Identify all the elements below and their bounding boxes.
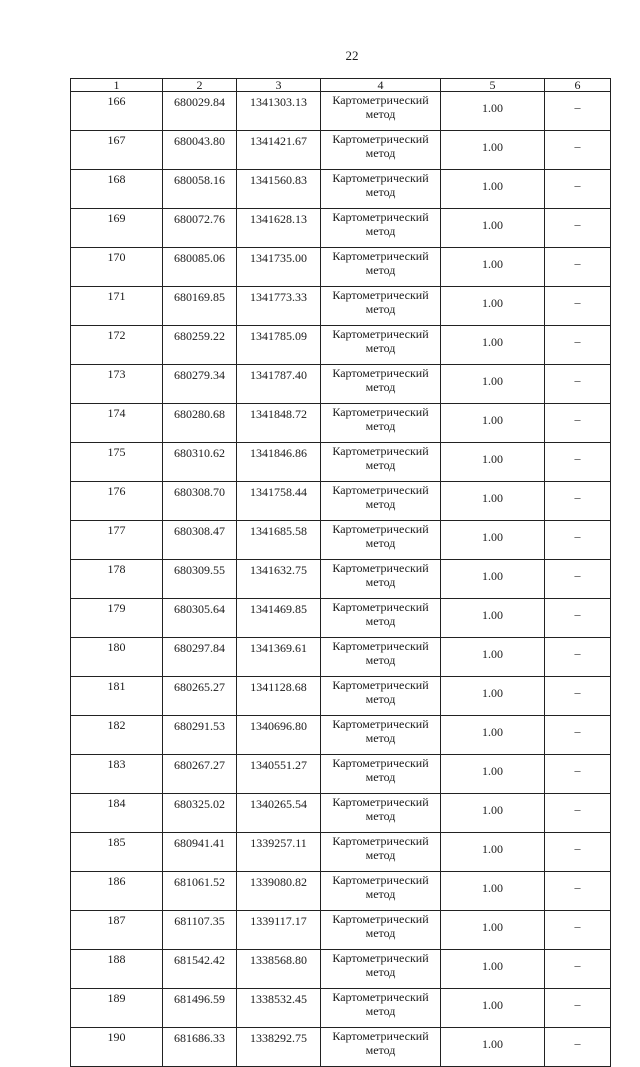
accuracy-cell: 1.00 bbox=[441, 638, 545, 677]
method-cell bbox=[321, 950, 441, 989]
x-coordinate-cell: 680941.41 bbox=[163, 833, 237, 872]
col6-cell: – bbox=[545, 131, 611, 170]
y-coordinate-cell: 1341685.58 bbox=[237, 521, 321, 560]
method-cell bbox=[321, 131, 441, 170]
x-coordinate-cell: 681061.52 bbox=[163, 872, 237, 911]
point-number-cell: 169 bbox=[71, 209, 163, 248]
x-coordinate-cell: 681542.42 bbox=[163, 950, 237, 989]
point-number-cell: 166 bbox=[71, 92, 163, 131]
accuracy-cell: 1.00 bbox=[441, 209, 545, 248]
y-coordinate-cell: 1341787.40 bbox=[237, 365, 321, 404]
method-line-1: Картометрический bbox=[332, 171, 429, 185]
method-line-1: Картометрический bbox=[332, 639, 429, 653]
accuracy-cell: 1.00 bbox=[441, 872, 545, 911]
method-line-1: Картометрический bbox=[332, 795, 429, 809]
method-cell bbox=[321, 872, 441, 911]
method-line-1: Картометрический bbox=[332, 1029, 429, 1043]
col6-cell: – bbox=[545, 638, 611, 677]
y-coordinate-cell: 1341560.83 bbox=[237, 170, 321, 209]
method-line-1: Картометрический bbox=[332, 834, 429, 848]
col6-cell: – bbox=[545, 482, 611, 521]
x-coordinate-cell: 680325.02 bbox=[163, 794, 237, 833]
point-number-cell: 168 bbox=[71, 170, 163, 209]
col6-cell: – bbox=[545, 92, 611, 131]
method-line-2: метод bbox=[365, 692, 396, 706]
table-row bbox=[71, 794, 611, 833]
x-coordinate-cell: 680259.22 bbox=[163, 326, 237, 365]
accuracy-cell: 1.00 bbox=[441, 677, 545, 716]
y-coordinate-cell: 1341369.61 bbox=[237, 638, 321, 677]
table-row bbox=[71, 365, 611, 404]
table-row bbox=[71, 950, 611, 989]
x-coordinate-cell: 680085.06 bbox=[163, 248, 237, 287]
point-number-cell: 186 bbox=[71, 872, 163, 911]
col6-cell: – bbox=[545, 560, 611, 599]
accuracy-cell: 1.00 bbox=[441, 521, 545, 560]
method-line-2: метод bbox=[365, 965, 396, 979]
method-line-1: Картометрический bbox=[332, 210, 429, 224]
col6-cell: – bbox=[545, 1028, 611, 1067]
y-coordinate-cell: 1341848.72 bbox=[237, 404, 321, 443]
accuracy-cell: 1.00 bbox=[441, 560, 545, 599]
method-cell bbox=[321, 833, 441, 872]
table-row bbox=[71, 911, 611, 950]
table-row bbox=[71, 599, 611, 638]
accuracy-cell: 1.00 bbox=[441, 716, 545, 755]
col6-cell: – bbox=[545, 404, 611, 443]
y-coordinate-cell: 1341628.13 bbox=[237, 209, 321, 248]
accuracy-cell: 1.00 bbox=[441, 365, 545, 404]
y-coordinate-cell: 1338568.80 bbox=[237, 950, 321, 989]
col6-cell: – bbox=[545, 599, 611, 638]
method-cell bbox=[321, 248, 441, 287]
method-cell bbox=[321, 209, 441, 248]
accuracy-cell: 1.00 bbox=[441, 755, 545, 794]
col6-cell: – bbox=[545, 521, 611, 560]
method-cell bbox=[321, 443, 441, 482]
y-coordinate-cell: 1341735.00 bbox=[237, 248, 321, 287]
method-line-1: Картометрический bbox=[332, 522, 429, 536]
y-coordinate-cell: 1340551.27 bbox=[237, 755, 321, 794]
method-cell bbox=[321, 599, 441, 638]
y-coordinate-cell: 1341773.33 bbox=[237, 287, 321, 326]
y-coordinate-cell: 1341128.68 bbox=[237, 677, 321, 716]
method-cell bbox=[321, 521, 441, 560]
table-row bbox=[71, 638, 611, 677]
y-coordinate-cell: 1338292.75 bbox=[237, 1028, 321, 1067]
table-row bbox=[71, 989, 611, 1028]
method-cell bbox=[321, 755, 441, 794]
page-number: 22 bbox=[345, 48, 359, 63]
col6-cell: – bbox=[545, 443, 611, 482]
y-coordinate-cell: 1339080.82 bbox=[237, 872, 321, 911]
method-line-1: Картометрический bbox=[332, 288, 429, 302]
header-col-6: 6 bbox=[545, 79, 611, 92]
method-cell bbox=[321, 287, 441, 326]
point-number-cell: 178 bbox=[71, 560, 163, 599]
accuracy-cell: 1.00 bbox=[441, 404, 545, 443]
y-coordinate-cell: 1341632.75 bbox=[237, 560, 321, 599]
table-body bbox=[71, 92, 611, 1067]
method-line-1: Картометрический bbox=[332, 756, 429, 770]
point-number-cell: 172 bbox=[71, 326, 163, 365]
x-coordinate-cell: 680291.53 bbox=[163, 716, 237, 755]
x-coordinate-cell: 680043.80 bbox=[163, 131, 237, 170]
point-number-cell: 174 bbox=[71, 404, 163, 443]
table-row bbox=[71, 677, 611, 716]
col6-cell: – bbox=[545, 833, 611, 872]
method-line-2: метод bbox=[365, 341, 396, 355]
method-line-2: метод bbox=[365, 1043, 396, 1057]
method-line-1: Картометрический bbox=[332, 912, 429, 926]
accuracy-cell: 1.00 bbox=[441, 833, 545, 872]
accuracy-cell: 1.00 bbox=[441, 989, 545, 1028]
method-line-1: Картометрический bbox=[332, 366, 429, 380]
col6-cell: – bbox=[545, 209, 611, 248]
method-line-2: метод bbox=[365, 1004, 396, 1018]
x-coordinate-cell: 680308.47 bbox=[163, 521, 237, 560]
x-coordinate-cell: 680267.27 bbox=[163, 755, 237, 794]
method-cell bbox=[321, 794, 441, 833]
table-row bbox=[71, 833, 611, 872]
x-coordinate-cell: 680279.34 bbox=[163, 365, 237, 404]
header-col-5: 5 bbox=[441, 79, 545, 92]
method-line-2: метод bbox=[365, 536, 396, 550]
table-row bbox=[71, 248, 611, 287]
accuracy-cell: 1.00 bbox=[441, 131, 545, 170]
method-line-2: метод bbox=[365, 107, 396, 121]
method-line-2: метод bbox=[365, 809, 396, 823]
accuracy-cell: 1.00 bbox=[441, 794, 545, 833]
point-number-cell: 189 bbox=[71, 989, 163, 1028]
method-line-2: метод bbox=[365, 458, 396, 472]
accuracy-cell: 1.00 bbox=[441, 92, 545, 131]
method-cell bbox=[321, 365, 441, 404]
method-cell bbox=[321, 404, 441, 443]
method-line-1: Картометрический bbox=[332, 561, 429, 575]
table-row bbox=[71, 209, 611, 248]
method-line-1: Картометрический bbox=[332, 990, 429, 1004]
header-col-2: 2 bbox=[163, 79, 237, 92]
col6-cell: – bbox=[545, 326, 611, 365]
y-coordinate-cell: 1339117.17 bbox=[237, 911, 321, 950]
method-line-2: метод bbox=[365, 146, 396, 160]
method-cell bbox=[321, 638, 441, 677]
method-line-1: Картометрический bbox=[332, 93, 429, 107]
point-number-cell: 187 bbox=[71, 911, 163, 950]
method-line-2: метод bbox=[365, 185, 396, 199]
table-row bbox=[71, 482, 611, 521]
point-number-cell: 170 bbox=[71, 248, 163, 287]
method-cell bbox=[321, 326, 441, 365]
point-number-cell: 176 bbox=[71, 482, 163, 521]
x-coordinate-cell: 680265.27 bbox=[163, 677, 237, 716]
method-line-2: метод bbox=[365, 263, 396, 277]
method-line-1: Картометрический bbox=[332, 132, 429, 146]
accuracy-cell: 1.00 bbox=[441, 443, 545, 482]
method-line-1: Картометрический bbox=[332, 600, 429, 614]
accuracy-cell: 1.00 bbox=[441, 287, 545, 326]
col6-cell: – bbox=[545, 170, 611, 209]
point-number-cell: 175 bbox=[71, 443, 163, 482]
method-line-1: Картометрический bbox=[332, 951, 429, 965]
col6-cell: – bbox=[545, 248, 611, 287]
y-coordinate-cell: 1341846.86 bbox=[237, 443, 321, 482]
table-header-row bbox=[71, 79, 611, 92]
method-cell bbox=[321, 170, 441, 209]
accuracy-cell: 1.00 bbox=[441, 326, 545, 365]
x-coordinate-cell: 680305.64 bbox=[163, 599, 237, 638]
method-line-1: Картометрический bbox=[332, 678, 429, 692]
point-number-cell: 179 bbox=[71, 599, 163, 638]
point-number-cell: 185 bbox=[71, 833, 163, 872]
col6-cell: – bbox=[545, 755, 611, 794]
point-number-cell: 190 bbox=[71, 1028, 163, 1067]
col6-cell: – bbox=[545, 989, 611, 1028]
x-coordinate-cell: 680169.85 bbox=[163, 287, 237, 326]
x-coordinate-cell: 681686.33 bbox=[163, 1028, 237, 1067]
x-coordinate-cell: 680297.84 bbox=[163, 638, 237, 677]
method-line-2: метод bbox=[365, 302, 396, 316]
x-coordinate-cell: 680310.62 bbox=[163, 443, 237, 482]
method-line-2: метод bbox=[365, 926, 396, 940]
method-line-2: метод bbox=[365, 419, 396, 433]
method-cell bbox=[321, 989, 441, 1028]
table-row bbox=[71, 404, 611, 443]
method-cell bbox=[321, 677, 441, 716]
x-coordinate-cell: 680072.76 bbox=[163, 209, 237, 248]
method-cell bbox=[321, 911, 441, 950]
method-line-2: метод bbox=[365, 497, 396, 511]
method-line-2: метод bbox=[365, 848, 396, 862]
point-number-cell: 182 bbox=[71, 716, 163, 755]
method-line-2: метод bbox=[365, 770, 396, 784]
col6-cell: – bbox=[545, 911, 611, 950]
x-coordinate-cell: 680309.55 bbox=[163, 560, 237, 599]
point-number-cell: 183 bbox=[71, 755, 163, 794]
method-line-2: метод bbox=[365, 224, 396, 238]
point-number-cell: 181 bbox=[71, 677, 163, 716]
method-line-1: Картометрический bbox=[332, 327, 429, 341]
accuracy-cell: 1.00 bbox=[441, 482, 545, 521]
method-line-1: Картометрический bbox=[332, 483, 429, 497]
point-number-cell: 188 bbox=[71, 950, 163, 989]
accuracy-cell: 1.00 bbox=[441, 248, 545, 287]
method-line-2: метод bbox=[365, 653, 396, 667]
x-coordinate-cell: 680058.16 bbox=[163, 170, 237, 209]
col6-cell: – bbox=[545, 716, 611, 755]
table-row bbox=[71, 872, 611, 911]
point-number-cell: 180 bbox=[71, 638, 163, 677]
x-coordinate-cell: 681496.59 bbox=[163, 989, 237, 1028]
point-number-cell: 173 bbox=[71, 365, 163, 404]
accuracy-cell: 1.00 bbox=[441, 170, 545, 209]
x-coordinate-cell: 681107.35 bbox=[163, 911, 237, 950]
col6-cell: – bbox=[545, 365, 611, 404]
method-line-2: метод bbox=[365, 614, 396, 628]
accuracy-cell: 1.00 bbox=[441, 911, 545, 950]
col6-cell: – bbox=[545, 287, 611, 326]
y-coordinate-cell: 1341421.67 bbox=[237, 131, 321, 170]
coordinates-table bbox=[70, 78, 611, 1067]
method-cell bbox=[321, 1028, 441, 1067]
point-number-cell: 167 bbox=[71, 131, 163, 170]
method-cell bbox=[321, 560, 441, 599]
table-row bbox=[71, 443, 611, 482]
table-row bbox=[71, 326, 611, 365]
col6-cell: – bbox=[545, 872, 611, 911]
method-line-1: Картометрический bbox=[332, 717, 429, 731]
method-line-1: Картометрический bbox=[332, 249, 429, 263]
header-col-3: 3 bbox=[237, 79, 321, 92]
x-coordinate-cell: 680280.68 bbox=[163, 404, 237, 443]
y-coordinate-cell: 1341469.85 bbox=[237, 599, 321, 638]
point-number-cell: 177 bbox=[71, 521, 163, 560]
y-coordinate-cell: 1340265.54 bbox=[237, 794, 321, 833]
method-line-2: метод bbox=[365, 731, 396, 745]
y-coordinate-cell: 1340696.80 bbox=[237, 716, 321, 755]
col6-cell: – bbox=[545, 677, 611, 716]
table-row bbox=[71, 170, 611, 209]
y-coordinate-cell: 1341303.13 bbox=[237, 92, 321, 131]
method-cell bbox=[321, 716, 441, 755]
x-coordinate-cell: 680308.70 bbox=[163, 482, 237, 521]
table-row bbox=[71, 92, 611, 131]
y-coordinate-cell: 1338532.45 bbox=[237, 989, 321, 1028]
table-row bbox=[71, 131, 611, 170]
accuracy-cell: 1.00 bbox=[441, 599, 545, 638]
y-coordinate-cell: 1341785.09 bbox=[237, 326, 321, 365]
method-line-1: Картометрический bbox=[332, 444, 429, 458]
header-col-4: 4 bbox=[321, 79, 441, 92]
method-cell bbox=[321, 482, 441, 521]
table-row bbox=[71, 521, 611, 560]
table-row bbox=[71, 1028, 611, 1067]
table-row bbox=[71, 716, 611, 755]
table-row bbox=[71, 755, 611, 794]
y-coordinate-cell: 1339257.11 bbox=[237, 833, 321, 872]
method-line-1: Картометрический bbox=[332, 873, 429, 887]
method-line-2: метод bbox=[365, 575, 396, 589]
method-line-2: метод bbox=[365, 380, 396, 394]
method-line-1: Картометрический bbox=[332, 405, 429, 419]
table-row bbox=[71, 287, 611, 326]
table-row bbox=[71, 560, 611, 599]
col6-cell: – bbox=[545, 794, 611, 833]
x-coordinate-cell: 680029.84 bbox=[163, 92, 237, 131]
method-cell bbox=[321, 92, 441, 131]
point-number-cell: 184 bbox=[71, 794, 163, 833]
header-col-1: 1 bbox=[71, 79, 163, 92]
method-line-2: метод bbox=[365, 887, 396, 901]
accuracy-cell: 1.00 bbox=[441, 950, 545, 989]
point-number-cell: 171 bbox=[71, 287, 163, 326]
y-coordinate-cell: 1341758.44 bbox=[237, 482, 321, 521]
col6-cell: – bbox=[545, 950, 611, 989]
accuracy-cell: 1.00 bbox=[441, 1028, 545, 1067]
